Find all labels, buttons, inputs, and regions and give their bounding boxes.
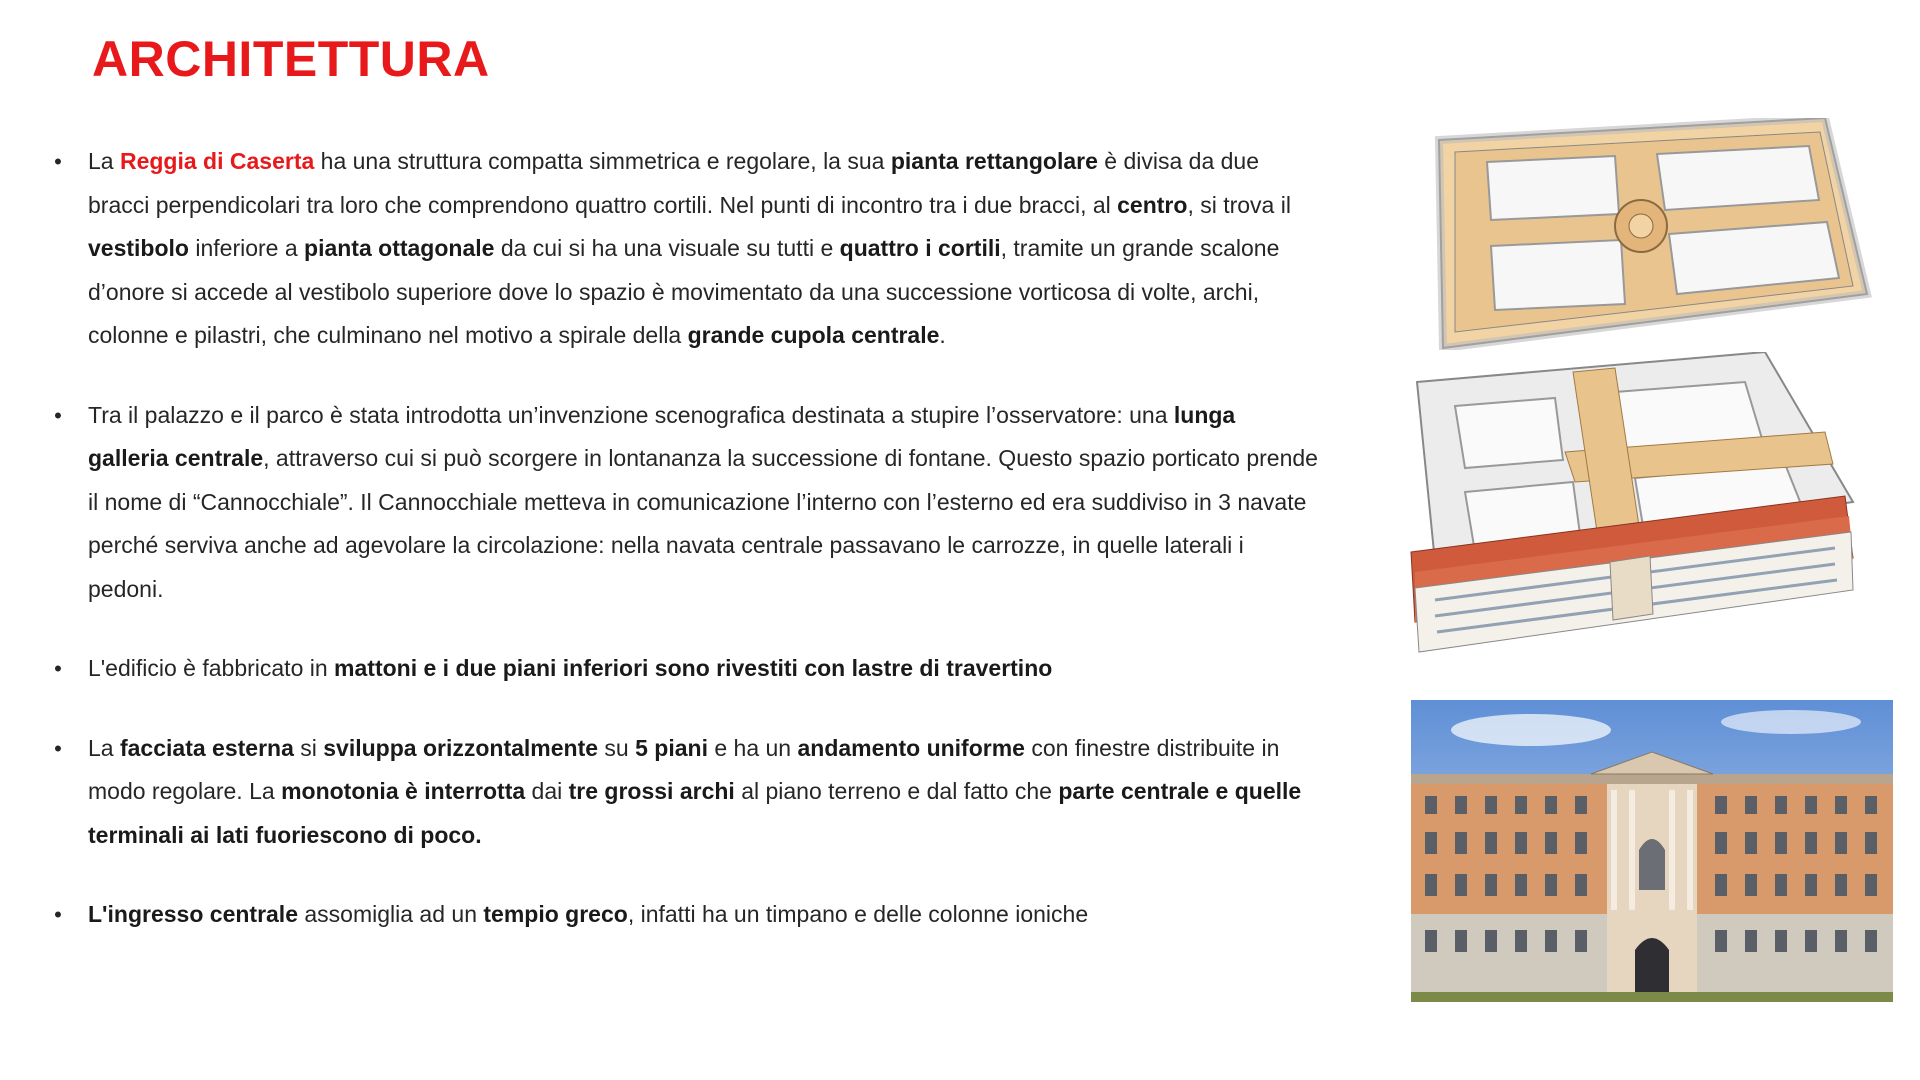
bullet-item — [48, 727, 1318, 858]
bullet-text — [88, 901, 1088, 927]
bullet-item — [48, 647, 1318, 691]
bold-phrase: 5 piani — [635, 734, 708, 761]
text-run: Tra il palazzo e il parco è stata introdotta un’invenzione scenografica destinata a stupire l’osservatore: una — [88, 401, 1174, 428]
bullet-text — [88, 148, 1291, 348]
text-run: , si trova il — [1187, 191, 1291, 218]
text-run: con finestre distribuite in modo regolare. La — [88, 734, 1280, 804]
text-run: L'edificio è fabbricato in — [88, 655, 335, 681]
bullet-marker: • — [54, 149, 62, 174]
bold-phrase: monotonia è interrotta — [281, 778, 526, 804]
text-run: , attraverso cui si può scorgere in lontananza la successione di fontane. Questo spazio porticato prende il nome di “Cannocchiale”. Il Cannocchiale metteva in comunicazione l’interno con l’esterno ed era suddiviso in 3 navate perché serviva anche ad agevolare la circolazione: nella navata centrale passavano le carrozze, in quelle laterali i pedoni. — [88, 445, 1318, 602]
bold-phrase: pianta ottagonale — [304, 235, 495, 261]
text-run: La — [88, 148, 120, 174]
bullet-item — [48, 394, 1318, 612]
text-run: . — [939, 322, 946, 348]
bullet-marker: • — [54, 402, 62, 428]
bold-phrase: tempio greco — [483, 901, 628, 927]
floor-plan-illustration — [1425, 118, 1875, 350]
bold-phrase: L'ingresso centrale — [88, 901, 298, 927]
bold-phrase: centro — [1117, 191, 1188, 218]
text-run: è divisa da due bracci perpendicolari tra loro che comprendono quattro cortili. Nel punti di incontro tra i due bracci, al — [88, 148, 1260, 218]
bullet-item — [48, 140, 1318, 358]
text-run: dai — [525, 778, 569, 804]
palace-facade-photo — [1411, 700, 1893, 1002]
bold-phrase: andamento uniforme — [797, 734, 1025, 761]
bullet-item — [48, 893, 1318, 937]
bold-phrase: tre grossi archi — [568, 778, 735, 804]
slide-title: ARCHITETTURA — [92, 31, 490, 87]
bold-phrase: lunga galleria centrale — [88, 401, 1236, 471]
bullet-marker: • — [54, 656, 62, 681]
bullet-list — [48, 140, 1318, 973]
text-run: , infatti ha un timpano e delle colonne ioniche — [627, 901, 1089, 927]
bold-phrase: mattoni e i due piani inferiori sono rivestiti con lastre di travertino — [334, 655, 1053, 681]
text-run: ha una struttura compatta simmetrica e regolare, la sua — [314, 148, 891, 174]
bold-phrase: vestibolo — [88, 235, 189, 261]
text-run: La — [88, 734, 120, 761]
bold-phrase: parte centrale e quelle terminali ai lati fuoriescono di poco. — [88, 778, 1302, 848]
bullet-text — [88, 655, 1052, 681]
bold-phrase: pianta rettangolare — [890, 148, 1098, 174]
axonometric-view-illustration — [1405, 352, 1865, 664]
text-run: e ha un — [707, 734, 798, 761]
text-run: su — [598, 734, 636, 761]
text-run: assomiglia ad un — [298, 901, 484, 927]
bullet-marker: • — [54, 735, 62, 761]
bold-phrase: quattro i cortili — [839, 235, 1001, 261]
text-run: al piano terreno e dal fatto che — [734, 778, 1059, 804]
bold-phrase: grande cupola centrale — [687, 322, 940, 348]
bold-phrase: facciata esterna — [119, 734, 294, 761]
text-run: da cui si ha una visuale su tutti e — [494, 235, 840, 261]
text-run: , tramite un grande scalone d’onore si accede al vestibolo superiore dove lo spazio è movimentato da una successione vorticosa di volte, archi, colonne e pilastri, che culminano nel motivo a spirale della — [88, 235, 1280, 348]
bullet-text — [88, 735, 1301, 848]
bullet-text — [88, 402, 1318, 602]
highlight-phrase: Reggia di Caserta — [119, 148, 315, 174]
text-run: si — [293, 734, 324, 761]
bold-phrase: sviluppa orizzontalmente — [323, 734, 599, 761]
text-run: inferiore a — [188, 235, 305, 261]
bullet-marker: • — [54, 902, 62, 927]
